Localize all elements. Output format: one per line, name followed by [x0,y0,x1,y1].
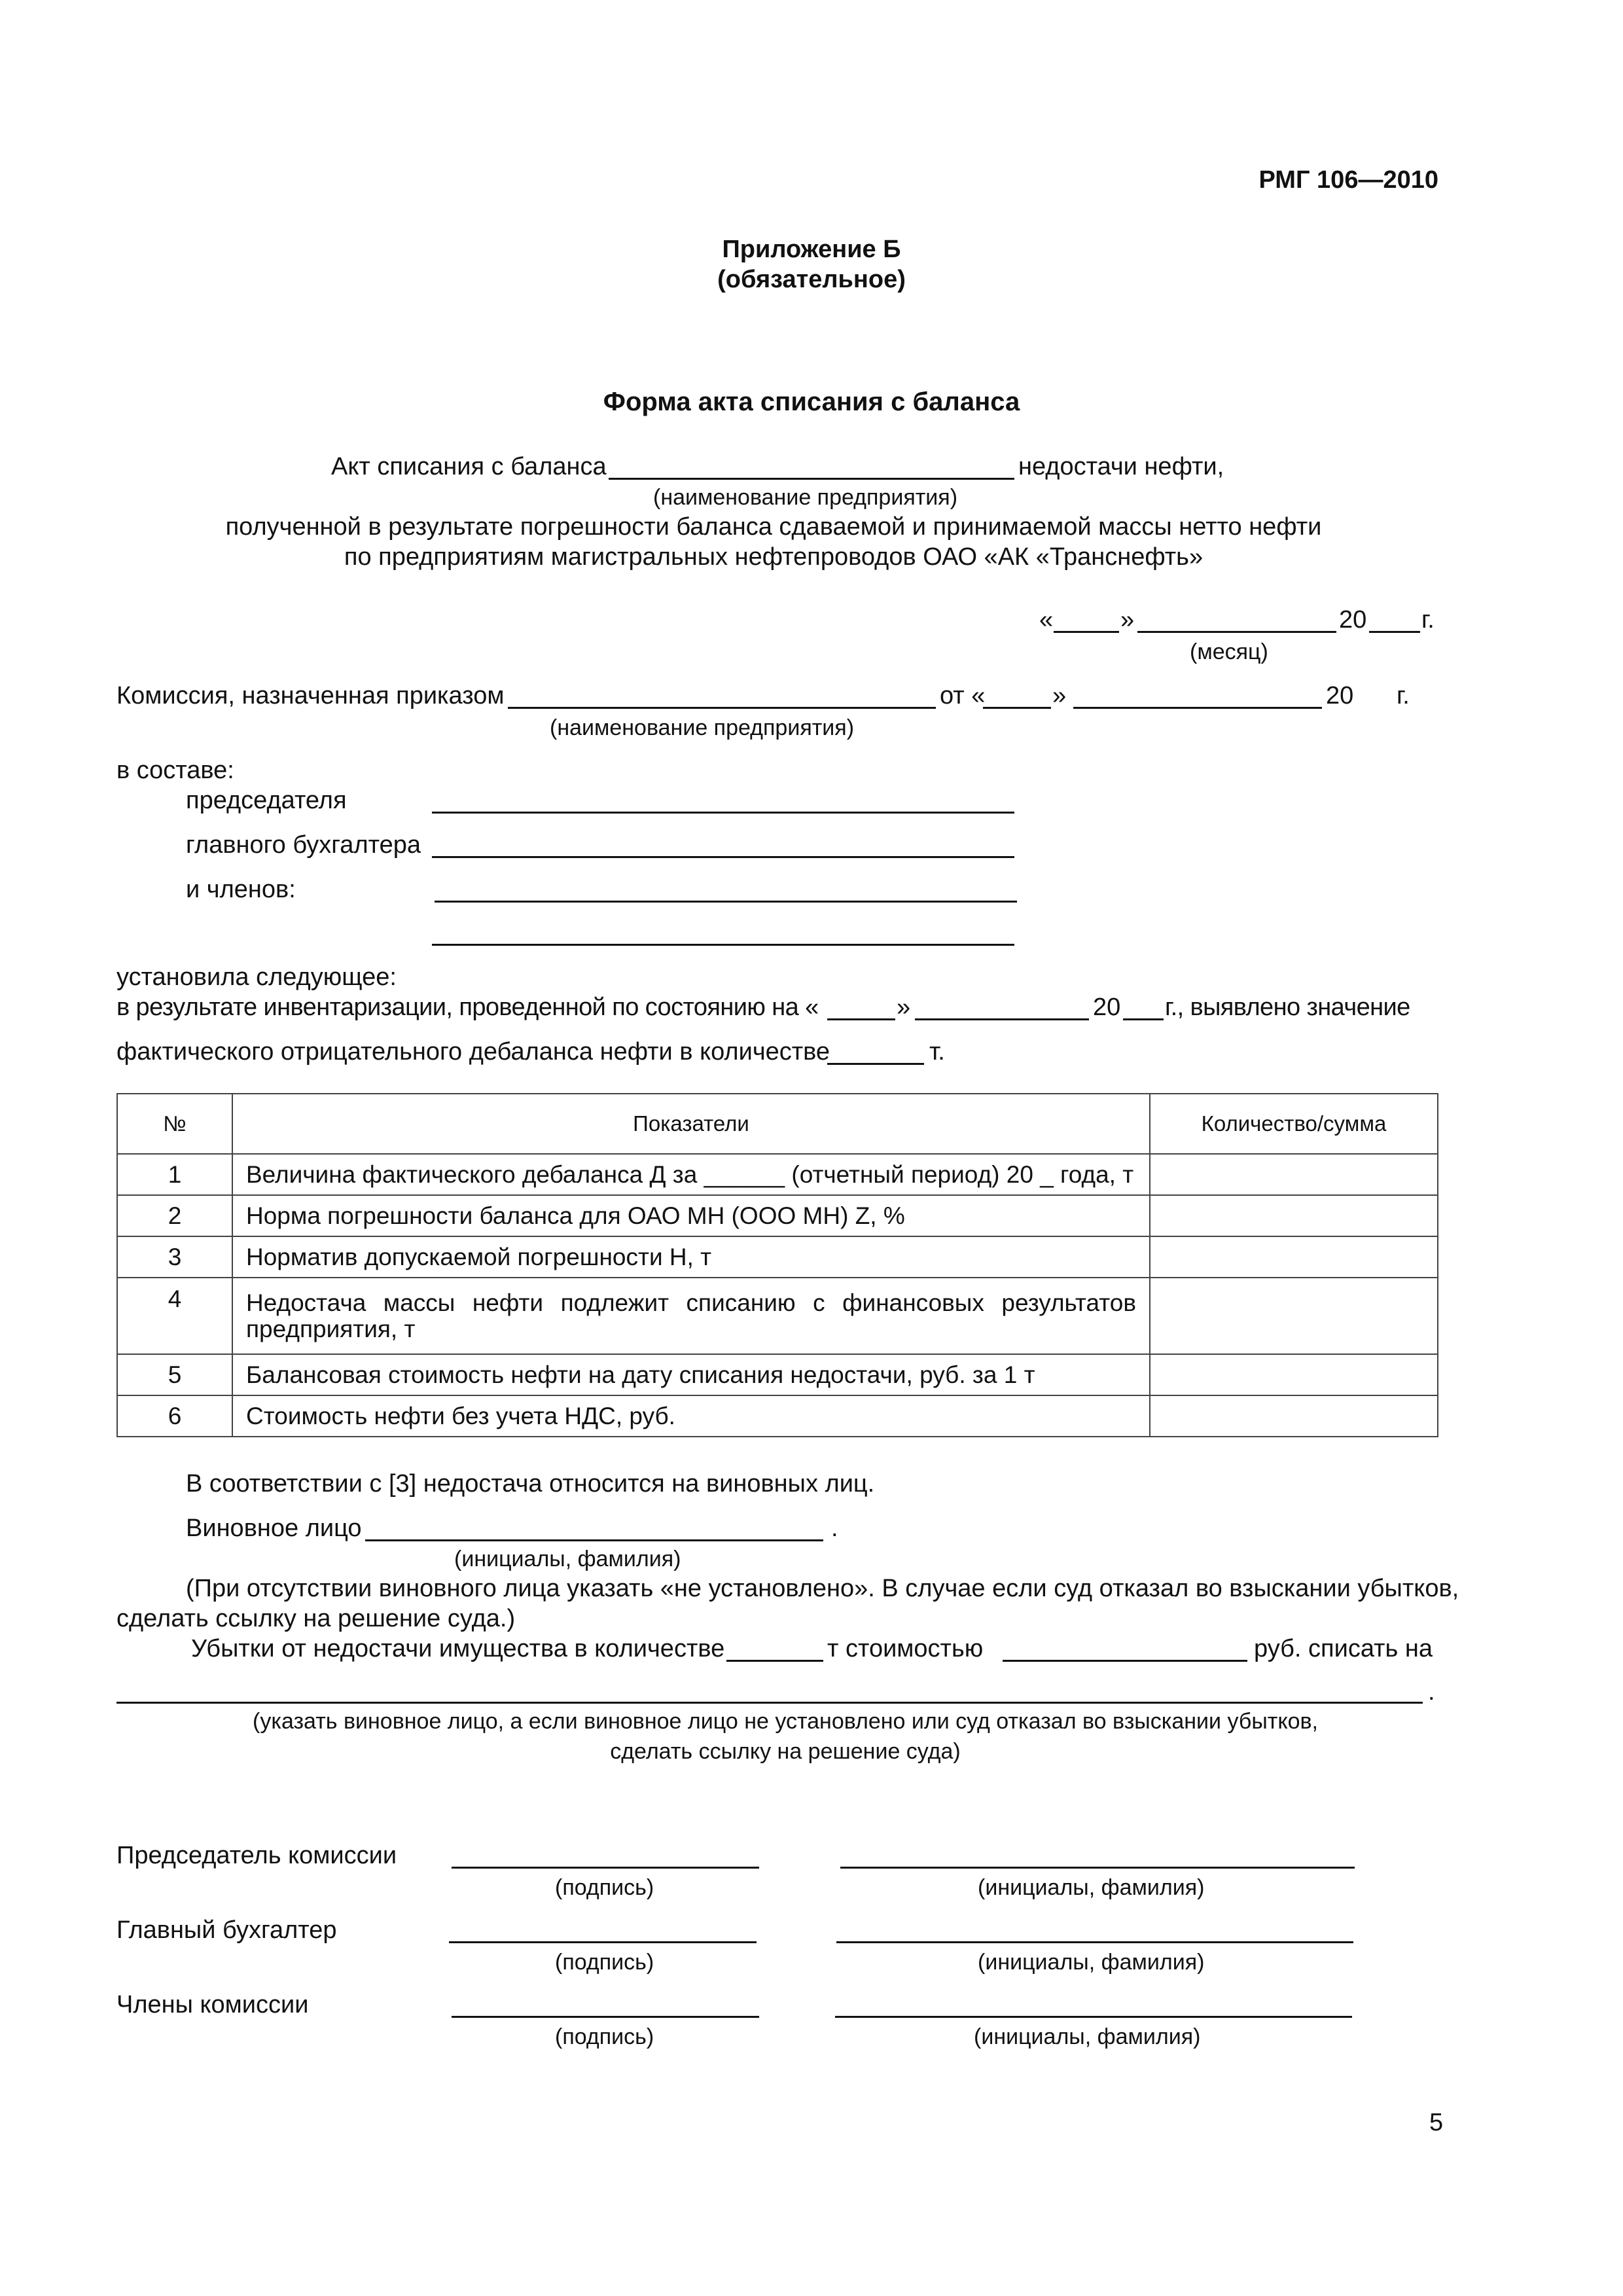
enterprise-caption: (наименование предприятия) [653,485,958,510]
order-line[interactable] [508,707,936,709]
losses-cost-line[interactable] [1003,1660,1247,1662]
losses-suffix: руб. списать на [1254,1635,1433,1662]
member-line-1[interactable] [435,901,1017,903]
findings-year-line[interactable] [1123,1018,1164,1020]
row-number: 6 [117,1395,232,1437]
table-row [117,1278,1438,1354]
losses-unit: т стоимостью [827,1635,984,1662]
accountant-label: главного бухгалтера [186,831,421,859]
row-quantity-cell[interactable] [1150,1236,1438,1278]
guilty-note-line1: (При отсутствии виновного лица указать «не установлено». В случае если суд отказал во взыскании убытков, [186,1575,1459,1602]
guilty-person-label: Виновное лицо [186,1515,362,1542]
chairman-name-line[interactable] [840,1867,1355,1869]
findings-line1-prefix: в результате инвентаризации, проведенной по состоянию на « [116,994,819,1021]
row-number: 5 [117,1354,232,1395]
enterprise-name-line[interactable] [609,478,1014,480]
chairman-name-caption: (инициалы, фамилия) [978,1875,1205,1900]
commission-year-suffix: г. [1397,682,1410,709]
row-quantity-cell[interactable] [1150,1154,1438,1195]
row-indicator: Норма погрешности баланса для ОАО МН (ООО МН) Z, % [232,1195,1150,1236]
table-header-row [117,1094,1438,1154]
row-number: 1 [117,1154,232,1195]
chairman-label: председателя [186,787,347,814]
accountant-line[interactable] [432,856,1014,858]
losses-amount-line[interactable] [726,1660,823,1662]
members-label: и членов: [186,876,296,903]
order-day-line[interactable] [983,707,1051,709]
table-row [117,1395,1438,1437]
composition-label: в составе: [116,757,234,784]
findings-month-line[interactable] [915,1018,1089,1020]
date-month-line[interactable] [1137,631,1336,633]
date-month-caption: (месяц) [1190,639,1268,664]
losses-prefix: Убытки от недостачи имущества в количестве [191,1635,725,1662]
guilty-person-end: . [831,1515,838,1542]
losses-writeoff-line[interactable] [116,1702,1423,1704]
intro-line3: по предприятиям магистральных нефтепроводов ОАО «АК «Транснефть» [344,543,1204,571]
findings-line2-prefix: фактического отрицательного дебаланса нефти в количестве [116,1038,830,1066]
commission-year-prefix: 20 [1326,682,1354,709]
row-indicator: Норматив допускаемой погрешности Н, т [232,1236,1150,1278]
table-row [117,1195,1438,1236]
signature-role-accountant: Главный бухгалтер [116,1916,337,1944]
row-number: 3 [117,1236,232,1278]
intro-line1-suffix: недостачи нефти, [1018,453,1224,480]
table-row [117,1154,1438,1195]
member-line-2[interactable] [432,944,1014,946]
row-indicator: Величина фактического дебаланса Д за ______ (отчетный период) 20 _ года, т [232,1154,1150,1195]
form-title: Форма акта списания с баланса [603,387,1020,416]
document-number: РМГ 106—2010 [1258,166,1438,194]
guilty-person-line[interactable] [365,1539,823,1541]
signature-role-chairman: Председатель комиссии [116,1842,397,1869]
intro-line2: полученной в результате погрешности баланса сдаваемой и принимаемой массы нетто нефти [225,513,1322,541]
row-indicator: Стоимость нефти без учета НДС, руб. [232,1395,1150,1437]
date-close-quote: » [1120,606,1135,634]
findings-label: установила следующее: [116,963,397,991]
row-number: 4 [117,1278,232,1354]
intro-line1-prefix: Акт списания с баланса [331,453,607,480]
date-year-prefix: 20 [1339,606,1367,634]
date-day-line[interactable] [1054,631,1119,633]
table-row [117,1236,1438,1278]
findings-line1-suffix: г., выявлено значение [1165,994,1410,1021]
findings-year-prefix: 20 [1093,994,1121,1021]
losses-caption1: (указать виновное лицо, а если виновное лицо не установлено или суд отказал во взыскании убытков, [253,1709,1318,1734]
header-quantity: Количество/сумма [1150,1094,1438,1154]
row-indicator: Балансовая стоимость нефти на дату списания недостачи, руб. за 1 т [232,1354,1150,1395]
date-open-quote: « [1039,606,1054,634]
chairman-sign-caption: (подпись) [555,1875,654,1900]
findings-day-line[interactable] [827,1018,895,1020]
guilty-person-caption: (инициалы, фамилия) [454,1547,681,1571]
debalance-amount-line[interactable] [827,1063,924,1065]
accountant-sign-caption: (подпись) [555,1950,654,1975]
indicators-table [116,1093,1438,1437]
row-number: 2 [117,1195,232,1236]
accountant-name-line[interactable] [836,1941,1353,1943]
commission-close-quote: » [1052,682,1067,709]
members-sign-caption: (подпись) [555,2024,654,2049]
losses-end: . [1428,1678,1435,1706]
row-quantity-cell[interactable] [1150,1278,1438,1354]
row-quantity-cell[interactable] [1150,1395,1438,1437]
header-indicators: Показатели [232,1094,1150,1154]
findings-line2-suffix: т. [929,1038,945,1066]
page-number: 5 [1429,2109,1444,2136]
findings-close-quote: » [897,994,911,1021]
appendix-subtitle: (обязательное) [717,266,906,293]
accountant-signature-line[interactable] [449,1941,757,1943]
appendix-title: Приложение Б [722,236,901,263]
order-month-line[interactable] [1073,707,1322,709]
chairman-signature-line[interactable] [452,1867,759,1869]
table-row [117,1354,1438,1395]
chairman-line[interactable] [432,812,1014,814]
row-quantity-cell[interactable] [1150,1195,1438,1236]
date-year-suffix: г. [1421,606,1435,634]
accountant-name-caption: (инициалы, фамилия) [978,1950,1205,1975]
members-signature-line[interactable] [452,2016,759,2018]
members-name-line[interactable] [835,2016,1352,2018]
header-number: № [117,1094,232,1154]
guilty-note-line2: сделать ссылку на решение суда.) [116,1605,516,1632]
losses-caption2: сделать ссылку на решение суда) [610,1739,961,1764]
date-year-line[interactable] [1369,631,1420,633]
signature-role-members: Члены комиссии [116,1991,309,2018]
commission-caption: (наименование предприятия) [550,715,855,740]
reference-text: В соответствии с [3] недостача относится на виновных лиц. [186,1470,875,1498]
commission-prefix: Комиссия, назначенная приказом [116,682,505,709]
row-quantity-cell[interactable] [1150,1354,1438,1395]
commission-from: от « [940,682,986,709]
members-name-caption: (инициалы, фамилия) [974,2024,1201,2049]
row-indicator: Недостача массы нефти подлежит списанию с финансовых результатов предприятия, т [232,1278,1150,1354]
